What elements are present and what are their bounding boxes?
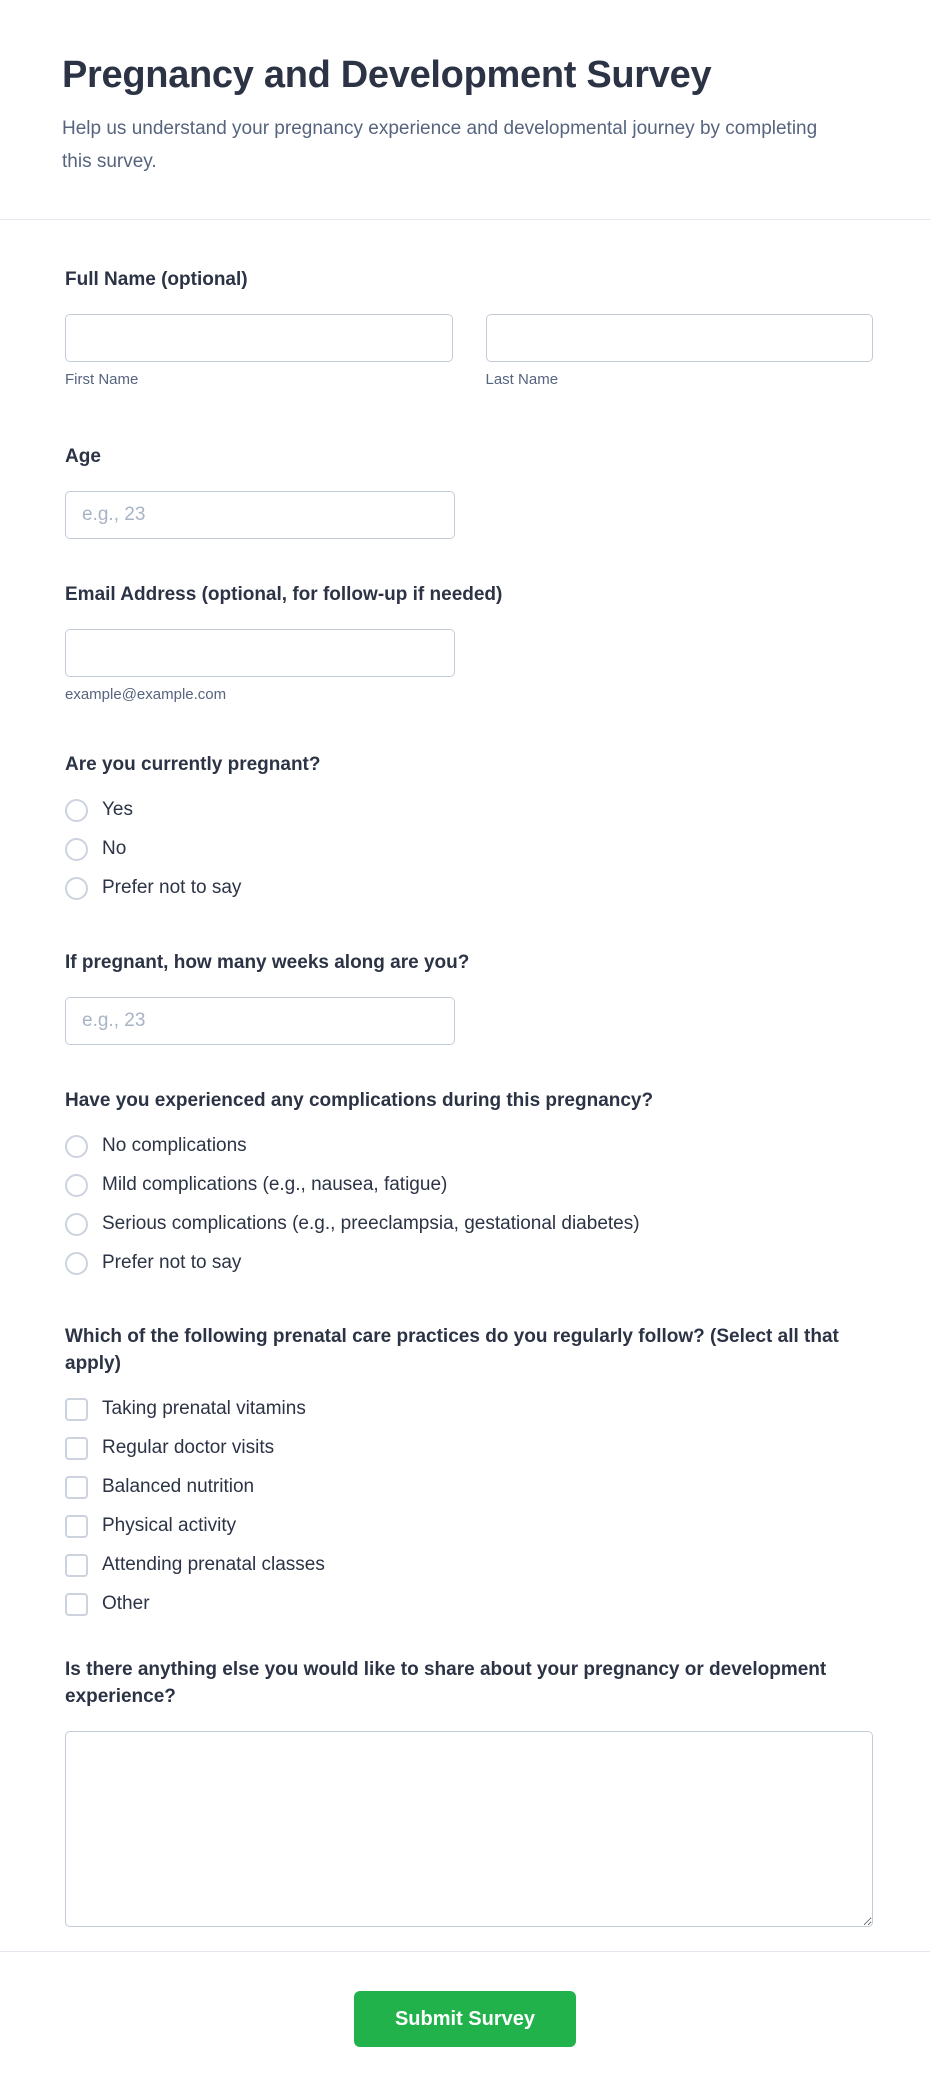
full-name-label: Full Name (optional) <box>65 269 248 290</box>
checkbox-icon[interactable] <box>65 1593 88 1616</box>
page-subtitle: Help us understand your pregnancy experience and developmental journey by completing this survey. <box>62 118 818 172</box>
pregnant-options <box>65 795 873 903</box>
complications-options <box>65 1131 873 1278</box>
form-footer <box>0 1952 930 2099</box>
radio-icon[interactable] <box>65 1174 88 1197</box>
radio-option-yes[interactable] <box>65 795 873 825</box>
question-complications <box>65 1087 873 1278</box>
question-share <box>65 1656 873 1927</box>
radio-option-complications-prefer-not-to-say[interactable] <box>65 1248 873 1278</box>
question-email <box>65 581 873 704</box>
email-input[interactable] <box>65 629 455 677</box>
radio-option-serious-complications-label: Serious complications (e.g., preeclampsia, gestational diabetes) <box>102 1213 640 1234</box>
radio-icon[interactable] <box>65 1135 88 1158</box>
email-label: Email Address (optional, for follow-up if needed) <box>65 584 503 605</box>
checkbox-option-balanced-nutrition-label: Balanced nutrition <box>102 1476 255 1497</box>
practices-label: Which of the following prenatal care practices do you regularly follow? (Select all that apply) <box>65 1326 839 1374</box>
question-age <box>65 443 873 539</box>
page-title: Pregnancy and Development Survey <box>62 54 712 96</box>
checkbox-icon[interactable] <box>65 1398 88 1421</box>
radio-icon[interactable] <box>65 799 88 822</box>
checkbox-icon[interactable] <box>65 1437 88 1460</box>
complications-label: Have you experienced any complications during this pregnancy? <box>65 1090 654 1111</box>
checkbox-option-other-label: Other <box>102 1593 150 1614</box>
checkbox-option-other[interactable] <box>65 1589 873 1619</box>
question-full-name <box>65 266 873 389</box>
radio-option-complications-prefer-not-to-say-label: Prefer not to say <box>102 1252 242 1273</box>
first-name-input[interactable] <box>65 314 453 362</box>
checkbox-icon[interactable] <box>65 1554 88 1577</box>
survey-form <box>0 266 930 1927</box>
radio-option-mild-complications[interactable] <box>65 1170 873 1200</box>
practices-options <box>65 1394 873 1619</box>
checkbox-icon[interactable] <box>65 1515 88 1538</box>
email-sublabel: example@example.com <box>65 686 227 703</box>
question-pregnant <box>65 751 873 903</box>
radio-option-no-complications-label: No complications <box>102 1135 247 1156</box>
checkbox-option-physical-activity-label: Physical activity <box>102 1515 237 1536</box>
first-name-sublabel: First Name <box>65 371 139 388</box>
question-practices <box>65 1323 873 1619</box>
radio-option-prefer-not-to-say-label: Prefer not to say <box>102 877 242 898</box>
age-label: Age <box>65 446 101 467</box>
checkbox-option-doctor-visits-label: Regular doctor visits <box>102 1437 275 1458</box>
last-name-input[interactable] <box>486 314 874 362</box>
checkbox-option-prenatal-classes-label: Attending prenatal classes <box>102 1554 325 1575</box>
checkbox-option-physical-activity[interactable] <box>65 1511 873 1541</box>
weeks-input[interactable] <box>65 997 455 1045</box>
checkbox-option-prenatal-vitamins-label: Taking prenatal vitamins <box>102 1398 306 1419</box>
form-header <box>0 0 930 220</box>
radio-option-no[interactable] <box>65 834 873 864</box>
share-textarea[interactable] <box>65 1731 873 1927</box>
checkbox-icon[interactable] <box>65 1476 88 1499</box>
pregnant-label: Are you currently pregnant? <box>65 754 321 775</box>
question-weeks <box>65 949 873 1045</box>
radio-option-yes-label: Yes <box>102 799 133 820</box>
radio-option-no-label: No <box>102 838 127 859</box>
last-name-sublabel: Last Name <box>485 371 559 388</box>
weeks-label: If pregnant, how many weeks along are you? <box>65 952 470 973</box>
radio-icon[interactable] <box>65 1252 88 1275</box>
checkbox-option-doctor-visits[interactable] <box>65 1433 873 1463</box>
age-input[interactable] <box>65 491 455 539</box>
share-label: Is there anything else you would like to share about your pregnancy or development experience? <box>65 1659 827 1707</box>
radio-icon[interactable] <box>65 1213 88 1236</box>
checkbox-option-balanced-nutrition[interactable] <box>65 1472 873 1502</box>
radio-option-prefer-not-to-say[interactable] <box>65 873 873 903</box>
radio-icon[interactable] <box>65 877 88 900</box>
checkbox-option-prenatal-classes[interactable] <box>65 1550 873 1580</box>
radio-option-mild-complications-label: Mild complications (e.g., nausea, fatigue) <box>102 1174 448 1195</box>
submit-button[interactable]: Submit Survey <box>354 1991 576 2047</box>
checkbox-option-prenatal-vitamins[interactable] <box>65 1394 873 1424</box>
radio-icon[interactable] <box>65 838 88 861</box>
radio-option-no-complications[interactable] <box>65 1131 873 1161</box>
radio-option-serious-complications[interactable] <box>65 1209 873 1239</box>
